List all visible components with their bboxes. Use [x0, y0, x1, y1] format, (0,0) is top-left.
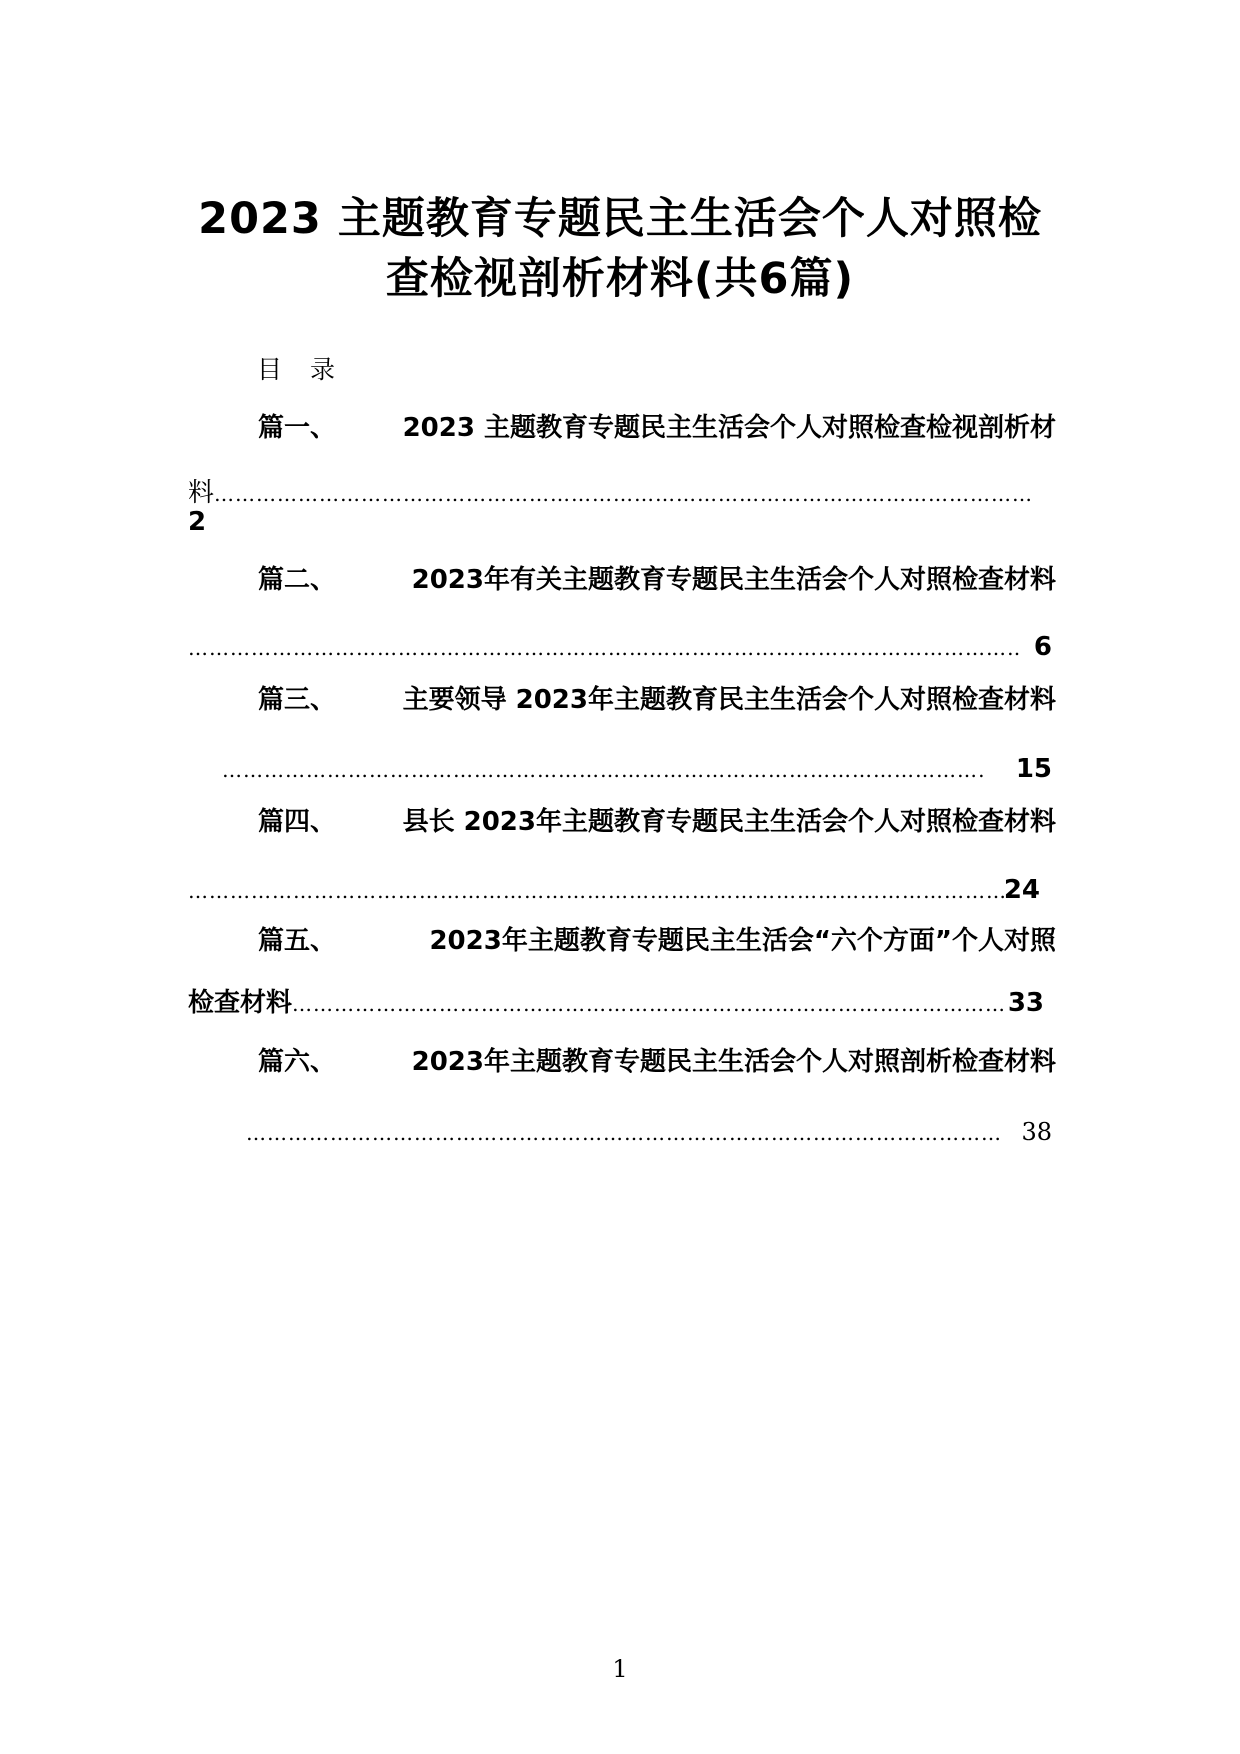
toc-entry-title: 2023年主题教育专题民主生活会个人对照剖析检查材料 — [411, 1047, 1056, 1077]
toc-leader-dots — [214, 477, 1032, 511]
toc-entry-2[interactable] — [258, 563, 1056, 597]
toc-entry-prefix: 篇二、 — [258, 565, 337, 595]
toc-entry-page-number: 33 — [1007, 988, 1044, 1018]
toc-entry-title: 主要领导 2023年主题教育民主生活会个人对照检查材料 — [402, 685, 1056, 715]
toc-heading: 目录 — [257, 355, 364, 384]
toc-entry-6-leader — [246, 1115, 1052, 1150]
toc-entry-1[interactable] — [258, 411, 1056, 445]
toc-entry-continuation: 料 — [188, 478, 215, 508]
toc-entry-title: 2023 主题教育专题民主生活会个人对照检查检视剖析材 — [402, 413, 1056, 443]
toc-entry-prefix: 篇四、 — [258, 807, 337, 837]
toc-leader-dots — [188, 631, 1020, 665]
toc-entry-2-leader — [188, 630, 1052, 665]
toc-entry-prefix: 篇五、 — [258, 926, 337, 956]
toc-leader-dots — [246, 1116, 999, 1150]
toc-leader-dots — [222, 753, 986, 787]
toc-entry-page-number: 15 — [1015, 754, 1052, 784]
toc-entry-3-leader — [222, 752, 1052, 787]
toc-entry-4-leader — [188, 873, 1040, 908]
toc-leader-dots — [188, 874, 1004, 908]
toc-entry-page-number: 2 — [188, 507, 207, 537]
toc-entry-prefix: 篇三、 — [258, 685, 337, 715]
toc-entry-page-number: 6 — [1033, 632, 1052, 662]
toc-entry-page-number: 38 — [1021, 1118, 1052, 1146]
toc-entry-5-leader — [188, 986, 1044, 1021]
document-title-line-2: 查检视剖析材料(共6篇) — [385, 254, 855, 304]
document-title-line-1: 2023 主题教育专题民主生活会个人对照检 — [198, 194, 1042, 244]
toc-entry-prefix: 篇一、 — [258, 413, 337, 443]
toc-entry-prefix: 篇六、 — [258, 1047, 337, 1077]
toc-entry-title: 2023年主题教育专题民主生活会“六个方面”个人对照 — [429, 926, 1056, 956]
toc-entry-6[interactable] — [258, 1045, 1056, 1079]
toc-entry-5[interactable] — [258, 924, 1056, 958]
toc-entry-title: 2023年有关主题教育专题民主生活会个人对照检查材料 — [411, 565, 1056, 595]
toc-entry-4[interactable] — [258, 805, 1056, 839]
toc-entry-3[interactable] — [258, 683, 1056, 717]
toc-entry-continuation: 检查材料 — [188, 988, 293, 1018]
toc-entry-page-number: 24 — [1003, 875, 1040, 905]
page-number: 1 — [612, 1655, 628, 1683]
toc-entry-1-leader — [188, 476, 1032, 511]
toc-entry-title: 县长 2023年主题教育专题民主生活会个人对照检查材料 — [402, 807, 1056, 837]
toc-leader-dots — [292, 987, 1008, 1021]
